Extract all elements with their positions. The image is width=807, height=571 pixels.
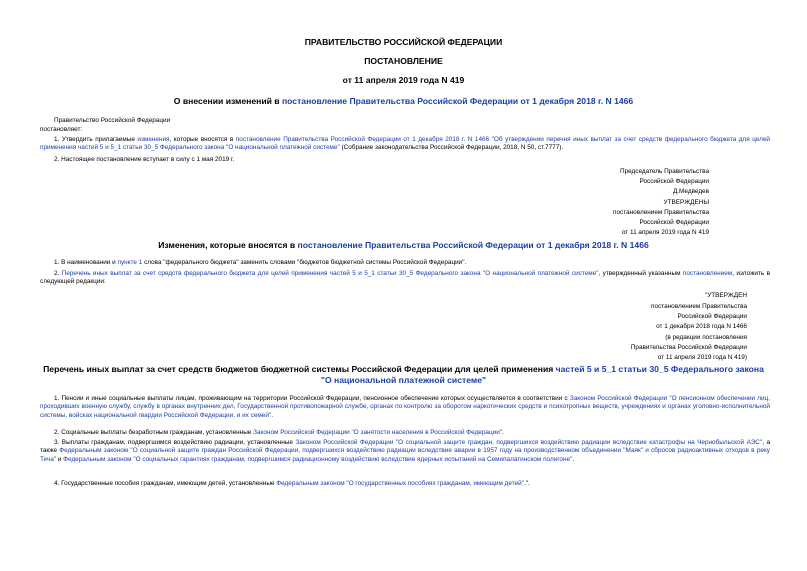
paragraph-1: 1. Утвердить прилагаемые изменения, которые вносятся в постановление Правительства Российской Федерации от 1 декабря 2018 г. N 1466 "Об утверждении перечня иных выплат за счет средств федерального бюджета для целей применения частей 5 и 5_1 статьи 30_5 Федерального закона "О национальной платежной системе" (Собрание законодательства Российской Федерации, 2018, N 50, ст.7777). [40, 136, 770, 152]
changes-title-link[interactable]: постановление Правительства Российской Федерации от 1 декабря 2018 г. N 1466 [297, 240, 649, 250]
changes-title: Изменения, которые вносятся в постановление Правительства Российской Федерации от 1 декабря 2018 г. N 1466 [158, 240, 649, 250]
change-1: 1. В наименовании и пункте 1 слова "федерального бюджета" заменить словами "бюджетов бюджетной системы Российской Федерации". [54, 259, 467, 266]
approved2-line4: от 1 декабря 2018 года N 1466 [656, 323, 747, 330]
approved2-line7: от 11 апреля 2019 года N 419) [657, 354, 747, 361]
link-employment-law[interactable]: Законом Российской Федерации "О занятости населения в Российской Федерации" [253, 429, 503, 436]
link-resolution[interactable]: постановлением [682, 270, 733, 277]
link-pension-law[interactable]: Законом Российской Федерации "О пенсионном обеспечении лиц, проходивших военную службу, службу в органах внутренних дел, Государственной противопожарной службе, органах по контролю за оборотом наркотических средств и психотропных веществ, учреждениях и органах уголовно-исполнительной системы, войсках национальной гвардии Российской Федерации, и их семей" [40, 395, 770, 419]
paragraph-2: 2. Настоящее постановление вступает в силу с 1 мая 2019 г. [54, 156, 235, 163]
document-date: от 11 апреля 2019 года N 419 [342, 75, 465, 85]
approved-line4: от 11 апреля 2019 года N 419 [621, 229, 709, 236]
approved2-line6: Правительства Российской Федерации [630, 344, 747, 351]
list-item-2: 2. Социальные выплаты безработным гражданам, установленные Законом Российской Федерации "О занятости населения в Российской Федерации". [54, 429, 504, 436]
list-item-4: 4. Государственные пособия гражданам, имеющим детей, установленные Федеральным законом "О государственных пособиях гражданам, имеющим детей".". [54, 480, 530, 487]
link-child-benefits-law[interactable]: Федеральным законом "О государственных пособиях гражданам, имеющим детей" [276, 480, 524, 487]
change-2: 2. Перечень иных выплат за счет средств федерального бюджета для целей применения частей 5 и 5_1 статьи 30_5 Федерального закона "О национальной платежной системе", утвержденный указанным постановлением, изложить в следующей редакции: [40, 270, 770, 286]
approved-line3: Российской Федерации [639, 219, 709, 226]
approved2-line3: Российской Федерации [677, 313, 747, 320]
list-item-1: 1. Пенсии и иные социальные выплаты лицам, проживающим на территории Российской Федерации, пенсионное обеспечение которых осуществляется в соответствии с Законом Российской Федерации "О пенсионном обеспечении лиц, проходивших военную службу, службу в органах внутренних дел, Государственной противопожарной службе, органах по контролю за оборотом наркотических средств и психотропных веществ, учреждениях и органах уголовно-исполнительной системы, войсках национальной гвардии Российской Федерации, и их семей". [40, 395, 770, 419]
link-mayak-law[interactable]: Федеральным законом "О социальной защите граждан Российской Федерации, подвергшихся воздействию радиации вследствие аварии в 1957 году на производственном объединении "Маяк" и сбросов радиоактивных отходов в реку Теча" [40, 447, 771, 463]
link-point-1[interactable]: пункте 1 [117, 259, 143, 266]
signature-line1: Председатель Правительства [620, 168, 709, 175]
link-changes[interactable]: изменения [137, 136, 170, 143]
list-item-3: 3. Выплаты гражданам, подвергшимся воздействию радиации, установленные Законом Российской Федерации "О социальной защите граждан, подвергшихся воздействию радиации вследствие катастрофы на Чернобыльской АЭС", а также Федеральным законом "О социальной защите граждан Российской Федерации, подвергшихся воздействию радиации вследствие аварии в 1957 году на производственном объединении "Маяк" и сбросов радиоактивных отходов в реку Теча" и Федеральным законом "О социальных гарантиях гражданам, подвергшимся радиационному воздействию вследствие ядерных испытаний на Семипалатинском полигоне". [40, 439, 771, 463]
intro-line2: постановляет: [40, 126, 83, 133]
signature-name: Д.Медведев [672, 188, 709, 195]
approved2-line5: (в редакции постановления [665, 334, 747, 341]
approved2-line2: постановлением Правительства [651, 303, 747, 310]
document-type: ПОСТАНОВЛЕНИЕ [364, 56, 443, 66]
approved-line1: УТВЕРЖДЕНЫ [663, 199, 709, 206]
link-resolution-1466[interactable]: постановление Правительства Российской Федерации от 1 декабря 2018 г. N 1466 "Об утверждении перечня иных выплат за счет средств федерального бюджета для целей применения частей 5 и 5_1 статьи 30_5 Федерального закона "О национальной платежной системе" [40, 136, 770, 152]
link-chernobyl-law[interactable]: Законом Российской Федерации "О социальной защите граждан, подвергшихся воздействию радиации вследствие катастрофы на Чернобыльской АЭС" [295, 439, 763, 446]
title-link[interactable]: постановление Правительства Российской Федерации от 1 декабря 2018 г. N 1466 [281, 96, 634, 106]
document-title [0, 96, 807, 106]
government-heading: ПРАВИТЕЛЬСТВО РОССИЙСКОЙ ФЕДЕРАЦИИ [304, 37, 503, 47]
signature-line2: Российской Федерации [639, 178, 709, 185]
intro-line1: Правительство Российской Федерации [54, 117, 171, 124]
title-prefix: О внесении изменений в [173, 96, 282, 106]
list-title: Перечень иных выплат за счет средств бюджетов бюджетной системы Российской Федерации для целей применения частей 5 и 5_1 статьи 30_5 Федерального закона "О национальной платежной системе" [43, 364, 764, 385]
list-title-link[interactable]: частей 5 и 5_1 статьи 30_5 Федерального закона "О национальной платежной системе" [320, 364, 764, 385]
approved2-line1: "УТВЕРЖДЕН [704, 292, 747, 299]
approved-line2: постановлением Правительства [613, 209, 709, 216]
link-semipalatinsk-law[interactable]: Федеральным законом "О социальных гарантиях гражданам, подвергшимся радиационному воздействию вследствие ядерных испытаний на Семипалатинском полигоне" [63, 455, 573, 463]
link-list[interactable]: Перечень иных выплат за счет средств федерального бюджета для целей применения частей 5 и 5_1 статьи 30_5 Федерального закона "О национальной платежной системе" [61, 270, 599, 277]
